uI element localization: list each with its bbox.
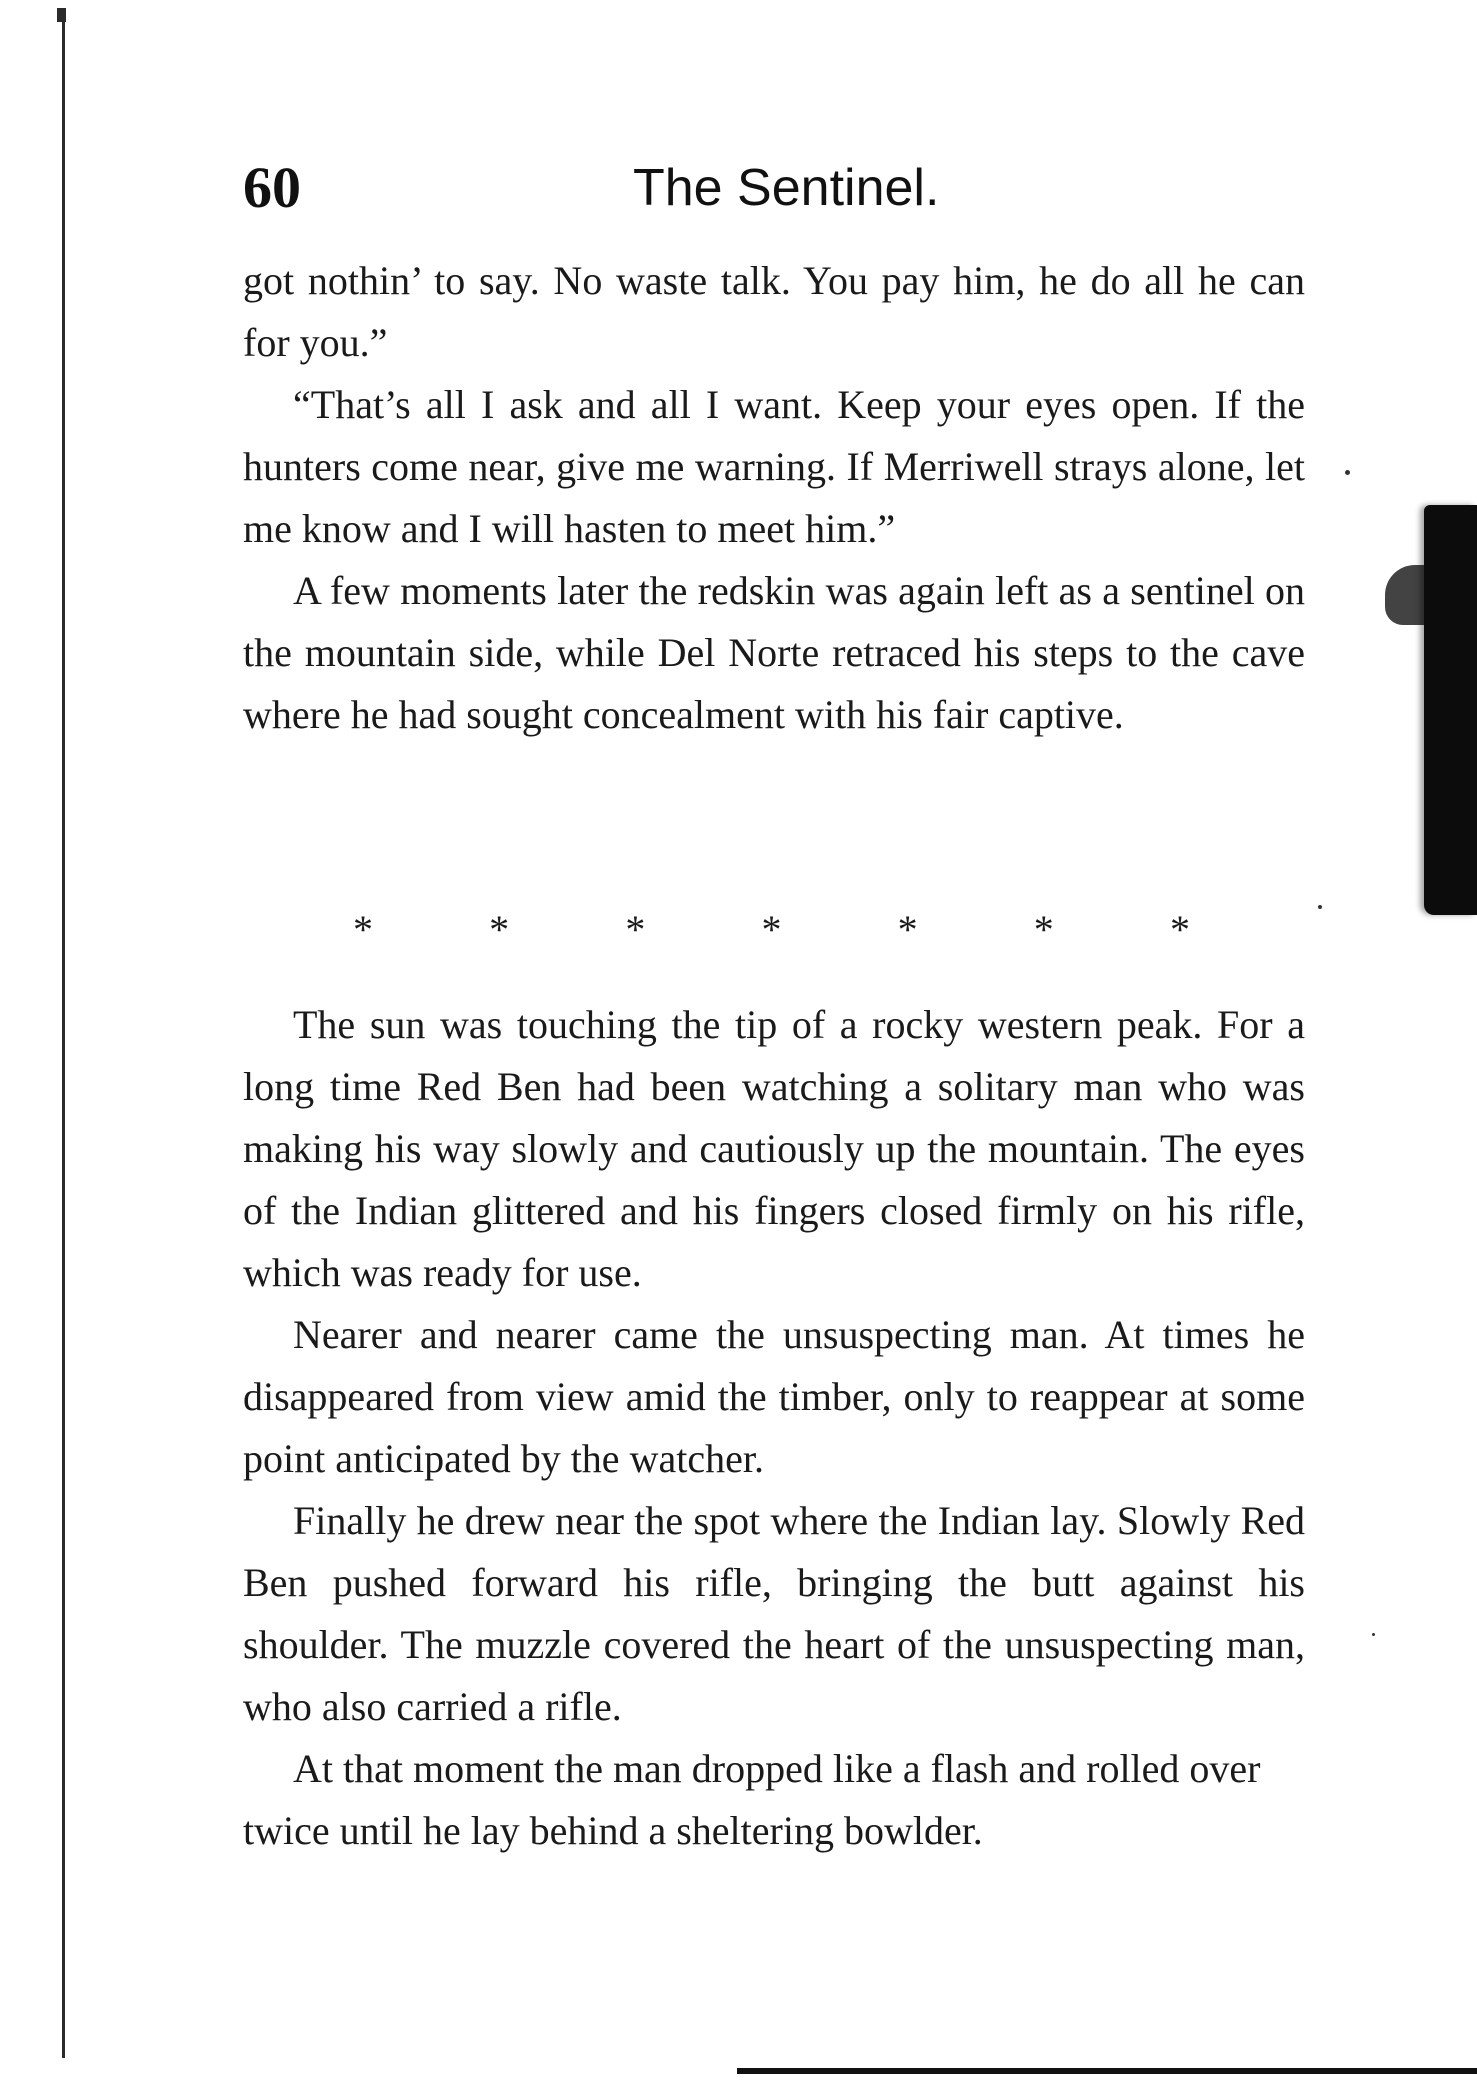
asterisk: * [625,907,646,952]
asterisk: * [897,907,918,952]
paragraph: At that moment the man dropped like a flash and rolled over twice until he lay behind a sheltering bowlder. [243,1746,1261,1853]
asterisk: * [489,907,510,952]
asterisk: * [353,907,373,952]
paragraph: The sun was touching the tip of a rocky western peak. For a long time Red Ben had been watching a solitary man who was making his way slowly and cautiously up the mountain. The eyes of the Indian glittered and his fingers closed firmly on his rifle, which was ready for use. [243,1002,1305,1295]
page-number: 60 [243,155,301,220]
binding-edge-line [62,8,65,2058]
binding-edge-mark [57,8,66,22]
asterisk: * [1033,907,1054,952]
scan-speck [1318,905,1322,909]
asterisk: * [761,907,782,952]
running-title: The Sentinel. [633,159,940,217]
scan-edge-shadow [1424,505,1477,915]
paragraph: got nothin’ to say. No waste talk. You pay him, he do all he can for you.” [243,258,1305,365]
asterisk: * [1169,907,1190,952]
page-header [243,148,1303,228]
paragraph: Nearer and nearer came the unsuspecting man. At times he disappeared from view amid the timber, only to reappear at some point anticipated by the watcher. [243,1312,1305,1481]
section-break [243,900,1305,960]
paragraph: “That’s all I ask and all I want. Keep your eyes open. If the hunters come near, give me warning. If Merriwell strays alone, let me know and I will hasten to meet him.” [243,382,1305,551]
scan-speck [1372,1633,1375,1636]
scan-speck [1345,470,1350,475]
scan-bottom-rule [737,2068,1477,2074]
text-section-1 [243,250,1305,746]
paragraph: Finally he drew near the spot where the Indian lay. Slowly Red Ben pushed forward his rifle, bringing the butt against his shoulder. The muzzle covered the heart of the unsuspecting man, who also carried a rifle. [243,1498,1305,1729]
paragraph: A few moments later the redskin was again left as a sentinel on the mountain side, while Del Norte retraced his steps to the cave where he had sought concealment with his fair captive. [243,568,1305,737]
text-section-2 [243,994,1305,1862]
